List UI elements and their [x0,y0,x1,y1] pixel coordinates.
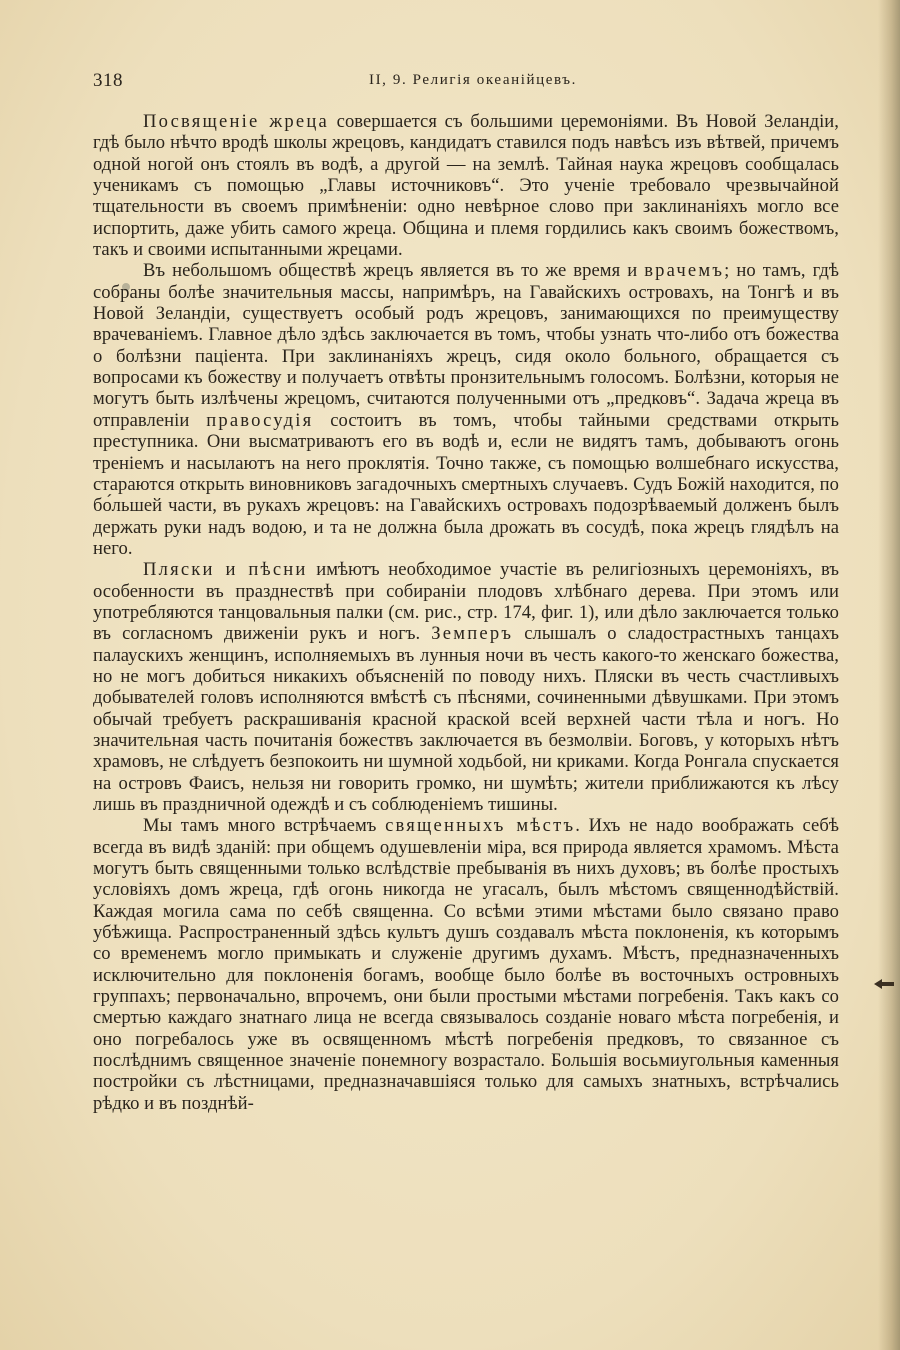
emphasized-term: Пляски и пѣсни [143,559,308,581]
page-number: 318 [93,70,123,91]
paragraph-text: состоитъ въ томъ, чтобы тайными средствами открыть преступника. Они высматриваютъ его въ водѣ и, если не видятъ тамъ, добываютъ огонь треніемъ и насылаютъ на него проклятія. Точно также, съ помощью волшебнаго искусства, стараются открыть виновниковъ загадочныхъ смертныхъ случаевъ. Судъ Божій находится, по бо́льшей части, въ рукахъ жрецовъ: на Гавайскихъ островахъ подозрѣваемый долженъ былъ держать руки надъ водою, и та не должна была дрожать въ сосудѣ, пока жрецъ глядѣлъ на него. [93,409,839,559]
paragraph [93,815,839,1114]
paragraph-text: Мы тамъ много встрѣчаемъ [143,815,386,837]
paragraph [93,559,839,815]
body-text [93,111,839,1114]
paragraph-text: ; но тамъ, гдѣ собраны болѣе значительныя массы, напримѣръ, на Гавайскихъ островахъ, на Тонгѣ и въ Новой Зеландіи, существуетъ особый родъ жрецовъ, занимающихся по преимуществу врачеваніемъ. Главное дѣло здѣсь заключается въ томъ, чтобы узнать что-либо отъ божества о болѣзни паціента. При заклинаніяхъ жрецъ, сидя около больного, обращается съ вопросами къ божеству и получаетъ отвѣты пронзительнымъ голосомъ. Болѣзни, которыя не могутъ быть излѣчены жрецомъ, считаются полученными отъ „предковъ“. Задача жреца въ отправленіи [93,260,839,431]
paragraph-text: . Ихъ не надо воображать себѣ всегда въ видѣ зданій: при общемъ одушевленіи міра, вся природа является храмомъ. Мѣста могутъ быть священными только вслѣдствіе пребыванія въ нихъ духовъ; въ болѣе простыхъ условіяхъ домъ жреца, гдѣ огонь никогда не угасалъ, былъ мѣстомъ священнодѣйствій. Каждая могила сама по себѣ священна. Со всѣми этими мѣстами было связано право убѣжища. Распространенный здѣсь культъ душъ создавалъ мѣста поклоненія, къ которымъ со временемъ могло примыкать и служеніе другимъ духамъ. Мѣстъ, предназначенныхъ исключительно для поклоненія богамъ, вообще было болѣе въ восточныхъ островныхъ группахъ; первоначально, впрочемъ, они были простыми мѣстами погребенія. Такъ какъ со смертью каждаго знатнаго лица не всегда связывалось созданіе новаго мѣста погребенія, и оно погребалось уже въ освященномъ мѣстѣ погребенія предковъ, то связанное съ послѣднимъ священное значеніе понемногу возрастало. Большія восьмиугольныя каменныя постройки съ лѣстницами, предназначавшіяся только для самыхъ знатныхъ, встрѣчались рѣдко и въ позднѣй- [93,815,839,1114]
page-edge-shadow [878,0,900,1350]
paragraph [93,111,839,260]
page-header [93,70,833,96]
emphasized-term: священныхъ мѣстъ [385,815,576,837]
emphasized-term: врачемъ [644,260,725,282]
emphasized-term: Земперъ [431,623,514,645]
paragraph-text: Въ небольшомъ обществѣ жрецъ является въ то же время и [143,260,645,282]
hand-pointer-icon [873,977,895,991]
emphasized-term: правосудія [206,409,314,431]
paragraph-text: слышалъ о сладострастныхъ танцахъ палаускихъ женщинъ, исполняемыхъ въ лунныя ночи въ честь какого-то женскаго божества, но не могъ добиться никакихъ объясненій по поводу нихъ. Пляски въ честь счастливыхъ добывателей головъ исполняются вмѣстѣ съ пѣснями, сочиненными дѣвушками. При этомъ обычай требуетъ раскрашиванія красной краской всей верхней части тѣла и ногъ. Но значительная часть почитанія божествъ заключается въ безмолвіи. Боговъ, у которыхъ нѣтъ храмовъ, не слѣдуетъ безпокоить ни шумной ходьбой, ни криками. Когда Ронгала спускается на островъ Фаисъ, нельзя ни говорить громко, ни шумѣть; жители приближаются къ лѣсу лишь въ праздничной одеждѣ и съ соблюденіемъ тишины. [93,623,840,815]
emphasized-term: Посвященіе жреца [143,111,329,132]
running-head: II, 9. Религія океанійцевъ. [368,72,577,88]
paragraph [93,260,839,559]
paragraph-text: совершается съ большими церемоніями. Въ Новой Зеландіи, гдѣ было нѣчто вродѣ школы жрецовъ, кандидатъ ставился подъ навѣсъ изъ вѣтвей, причемъ одной ногой онъ стоялъ въ водѣ, а другой — на землѣ. Тайная наука жрецовъ сообщалась ученикамъ съ помощью „Главы источниковъ“. Это ученіе требовало чрезвычайной тщательности въ своемъ примѣненіи: одно невѣрное слово при заклинаніяхъ могло все испортить, даже убить самого жреца. Община и племя гордились какъ своимъ божествомъ, такъ и своими испытанными жрецами. [93,111,839,261]
paragraph-text: имѣютъ необходимое участіе въ религіозныхъ церемоніяхъ, въ особенности въ празднествѣ при собираніи плодовъ хлѣбнаго дерева. При этомъ или употребляются танцовальныя палки (см. рис., стр. 174, фиг. 1), или дѣло заключается только въ согласномъ движеніи рукъ и ногъ. [93,559,839,645]
